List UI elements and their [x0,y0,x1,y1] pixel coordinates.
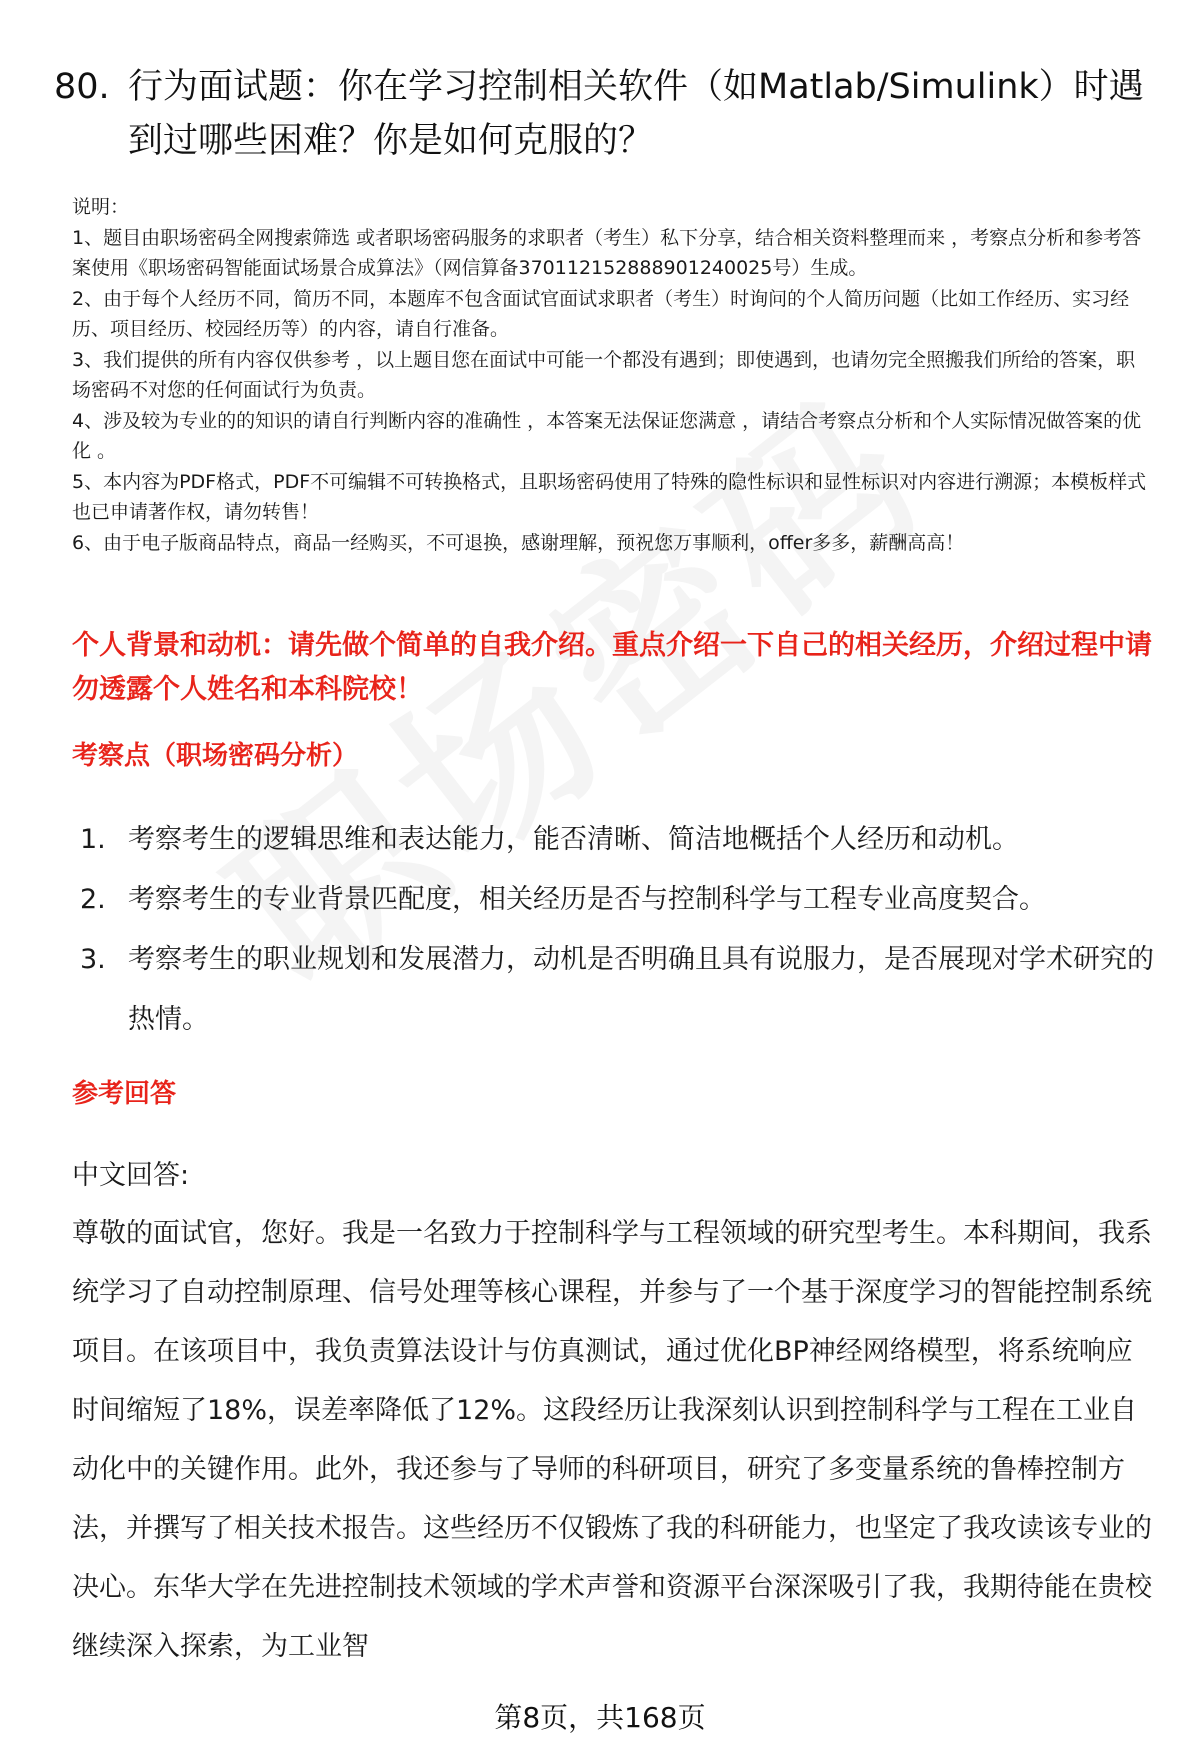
list-item-number: 2. [80,884,106,915]
question-text: 行为面试题：你在学习控制相关软件（如Matlab/Simulink）时遇到过哪些困难？你是如何克服的？ [128,67,1144,161]
notes-label: 说明： [72,196,130,218]
list-item-text: 考察考生的职业规划和发展潜力，动机是否明确且具有说服力，是否展现对学术研究的热情。 [128,944,1154,1035]
kaochadian-heading: 考察点（职场密码分析） [72,741,359,771]
question-title [54,60,1154,168]
list-item-text: 考察考生的逻辑思维和表达能力，能否清晰、简洁地概括个人经历和动机。 [128,824,1019,855]
note-item: 4、涉及较为专业的的知识的请自行判断内容的准确性 ，本答案无法保证您满意 ，请结合考察点分析和个人实际情况做答案的优化 。 [72,409,1142,462]
list-item-number: 3. [80,944,106,975]
list-item [80,810,1160,870]
page-footer: 第8页，共168页 [494,1701,706,1734]
list-item-number: 1. [80,824,106,855]
note-item: 6、由于电子版商品特点，商品一经购买，不可退换，感谢理解，预祝您万事顺利，offer多多，薪酬高高！ [72,531,965,554]
list-item-text: 考察考生的专业背景匹配度，相关经历是否与控制科学与工程专业高度契合。 [128,884,1046,915]
background-heading: 个人背景和动机：请先做个简单的自我介绍。重点介绍一下自己的相关经历，介绍过程中请勿透露个人姓名和本科院校！ [72,630,1152,705]
answer-paragraph: 尊敬的面试官，您好。我是一名致力于控制科学与工程领域的研究型考生。本科期间，我系统学习了自动控制原理、信号处理等核心课程，并参与了一个基于深度学习的智能控制系统项目。在该项目中，我负责算法设计与仿真测试，通过优化BP神经网络模型，将系统响应时间缩短了18%，误差率降低了12%。这段经历让我深刻认识到控制科学与工程在工业自动化中的关键作用。此外，我还参与了导师的科研项目，研究了多变量系统的鲁棒控制方法，并撰写了相关技术报告。这些经历不仅锻炼了我的科研能力，也坚定了我攻读该专业的决心。东华大学在先进控制技术领域的学术声誉和资源平台深深吸引了我，我期待能在贵校继续深入探索，为工业智 [72,1218,1152,1662]
list-item [80,870,1160,930]
notes-block [72,192,1152,558]
note-item: 2、由于每个人经历不同，简历不同，本题库不包含面试官面试求职者（考生）时询问的个人简历问题（比如工作经历、实习经历、项目经历、校园经历等）的内容，请自行准备。 [72,287,1130,340]
kaochadian-list [80,810,1160,1050]
note-item: 3、我们提供的所有内容仅供参考 ，以上题目您在面试中可能一个都没有遇到；即使遇到，也请勿完全照搬我们所给的答案，职场密码不对您的任何面试行为负责。 [72,348,1136,401]
note-item: 1、题目由职场密码全网搜索筛选 或者职场密码服务的求职者（考生）私下分享，结合相关资料整理而来 ，考察点分析和参考答案使用《职场密码智能面试场景合成算法》（网信算备370112152888901240025号）生成。 [72,226,1142,279]
list-item [80,930,1160,1050]
question-number: 80. [54,67,110,107]
chinese-answer-label: 中文回答: [72,1160,190,1191]
answer-heading: 参考回答 [72,1079,177,1109]
note-item: 5、本内容为PDF格式，PDF不可编辑不可转换格式，且职场密码使用了特殊的隐性标识和显性标识对内容进行溯源；本模板样式也已申请著作权，请勿转售！ [72,470,1147,523]
